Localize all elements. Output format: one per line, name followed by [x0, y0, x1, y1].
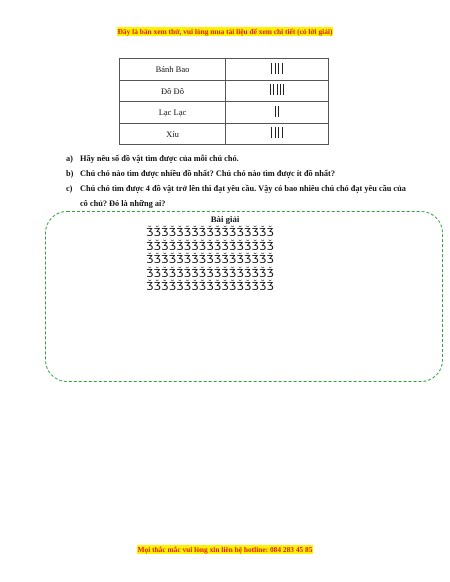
question-label: c) — [66, 184, 73, 193]
tally-mark — [280, 84, 281, 95]
answer-line: ǮǮǮǮǮǮǮǮǮǮǮǮǮǮǮǮǮ — [146, 280, 274, 293]
answer-line: ǮǮǮǮǮǮǮǮǮǮǮǮǮǮǮǮǮ — [146, 226, 274, 239]
tally-mark — [273, 84, 274, 95]
footer-notice: Mọi thắc mắc vui lòng xin liên hệ hotline: 084 283 45 85 — [137, 545, 313, 554]
tally-table — [119, 58, 329, 145]
tally-marks — [270, 127, 284, 138]
question-label: b) — [66, 169, 74, 178]
question-text: Hãy nêu số đồ vật tìm được của mỗi chú chó. — [80, 154, 239, 163]
header-notice: Đây là bản xem thử, vui lòng mua tài liệu để xem chi tiết (có lời giải) — [117, 27, 333, 36]
tally-mark — [283, 84, 284, 95]
tally-mark — [278, 127, 279, 138]
tally-mark — [282, 127, 283, 138]
dog-name: Bánh Bao — [120, 59, 226, 81]
dog-name: Lạc Lạc — [120, 102, 226, 124]
question-b — [66, 166, 406, 181]
tally-mark — [277, 84, 278, 95]
question-list — [66, 151, 406, 211]
tally-mark — [270, 84, 271, 95]
tally-cell — [226, 102, 329, 124]
tally-mark — [275, 106, 276, 117]
table-row — [120, 102, 329, 124]
question-a — [66, 151, 406, 166]
table-row — [120, 80, 329, 102]
table-row — [120, 123, 329, 145]
tally-mark — [278, 63, 279, 74]
tally-marks — [269, 84, 286, 95]
answer-line: ǮǮǮǮǮǮǮǮǮǮǮǮǮǮǮǮǮ — [146, 239, 274, 253]
dog-name: Xíu — [120, 123, 226, 145]
tally-mark — [275, 127, 276, 138]
tally-mark — [275, 63, 276, 74]
tally-mark — [278, 106, 279, 117]
tally-cell — [226, 123, 329, 145]
question-text: Chú chó nào tìm được nhiều đồ nhất? Chú chó nào tìm được ít đồ nhất? — [80, 169, 335, 178]
answer-title: Bài giải — [210, 214, 240, 224]
answer-line: ǮǮǮǮǮǮǮǮǮǮǮǮǮǮǮǮǮ — [146, 266, 274, 280]
question-c — [66, 181, 406, 211]
answer-lines — [146, 226, 316, 294]
tally-marks — [274, 106, 281, 117]
tally-cell — [226, 59, 329, 81]
answer-line: ǮǮǮǮǮǮǮǮǮǮǮǮǮǮǮǮǮ — [146, 253, 274, 266]
table-row — [120, 59, 329, 81]
tally-mark — [282, 63, 283, 74]
tally-cell — [226, 80, 329, 102]
tally-mark — [271, 127, 272, 138]
question-label: a) — [66, 154, 73, 163]
dog-name: Đô Đô — [120, 80, 226, 102]
question-text: Chú chó tìm được 4 đồ vật trở lên thì đạt yêu cầu. Vậy có bao nhiêu chú chó đạt yêu cầu của cô chủ? Đó là những ai? — [80, 184, 406, 208]
tally-marks — [270, 63, 284, 74]
tally-mark — [271, 63, 272, 74]
